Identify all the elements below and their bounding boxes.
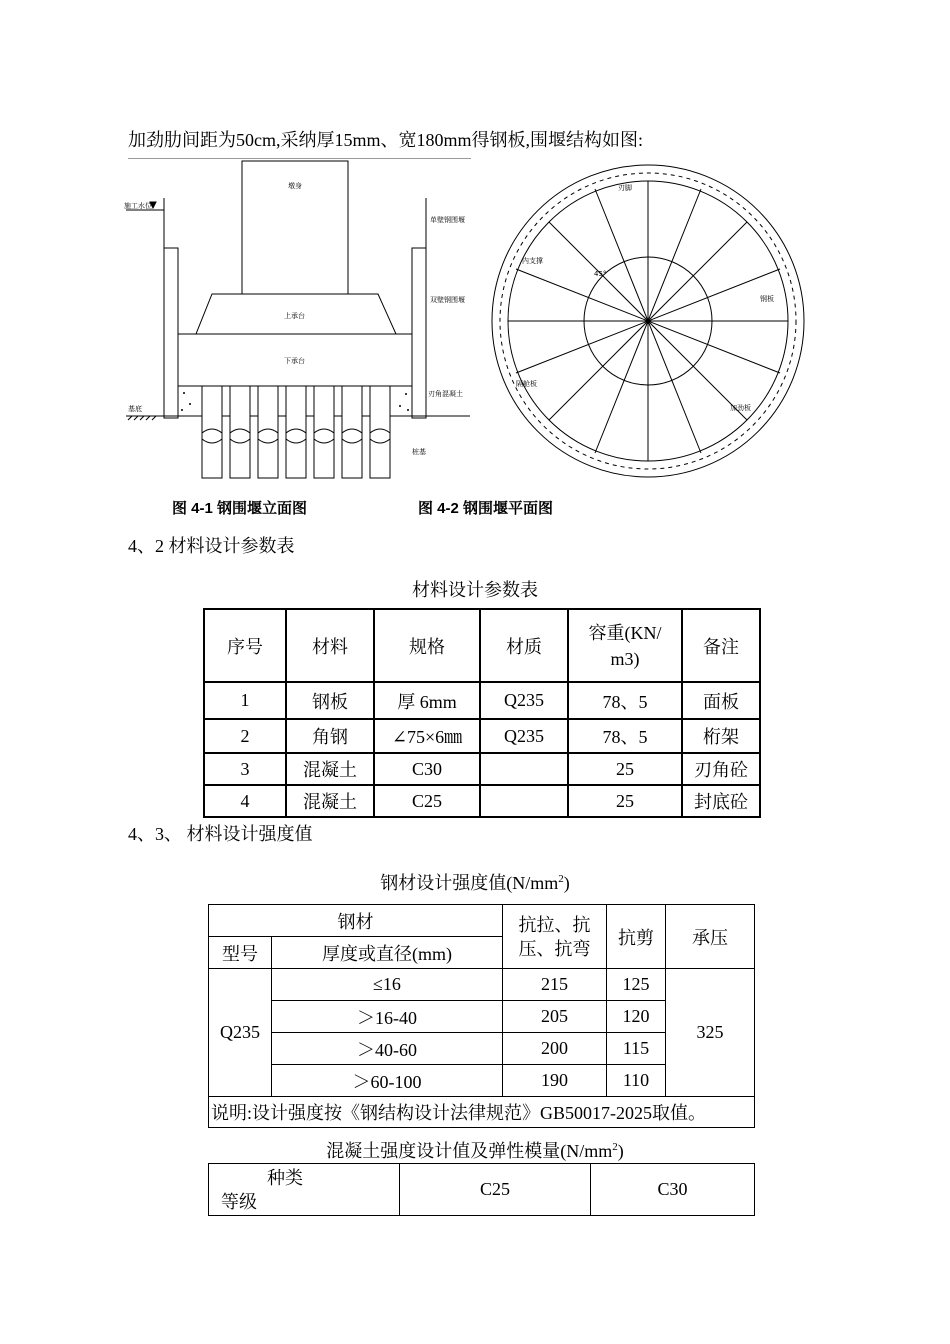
table-row	[204, 785, 760, 817]
cell: 面板	[682, 682, 760, 719]
cell: 刃角砼	[682, 753, 760, 785]
cell: 215	[503, 969, 607, 1001]
cell: ＞16-40	[272, 1001, 503, 1033]
cell: 25	[568, 753, 682, 785]
label-water: 施工水位	[124, 202, 152, 210]
model-header: 型号	[209, 937, 272, 969]
label-bulkhead: 隔舱板	[516, 380, 537, 388]
thickness-header: 厚度或直径(mm)	[272, 937, 503, 969]
table3-title	[0, 1137, 950, 1163]
shear-header: 抗剪	[607, 905, 666, 969]
tension-line2: 压、抗弯	[518, 938, 591, 959]
kind-label: 种类	[267, 1167, 303, 1188]
cell: ≤16	[272, 969, 503, 1001]
section-heading-4-3: 4、3、 材料设计强度值	[128, 824, 313, 844]
table-header-row	[204, 609, 760, 682]
tension-line1: 抗拉、抗	[518, 914, 591, 935]
label-blade-plan: 刃脚	[618, 184, 632, 192]
table-row	[204, 719, 760, 753]
material-params-table	[203, 608, 761, 818]
label-pier: 墩身	[288, 182, 302, 190]
header-cell: 备注	[682, 609, 760, 682]
cell: 混凝土	[286, 785, 374, 817]
cell: 3	[204, 753, 286, 785]
cell: Q235	[480, 719, 568, 753]
pier-shape	[242, 161, 348, 294]
cell: 205	[503, 1001, 607, 1033]
cell: 120	[607, 1001, 666, 1033]
label-double-wall: 双壁钢围堰	[430, 296, 465, 304]
tension-header	[503, 905, 607, 969]
label-single-wall: 单壁钢围堰	[430, 216, 465, 224]
label-lower-cap: 下承台	[284, 357, 305, 365]
header-weight-line2: m3)	[610, 648, 640, 669]
cell: Q235	[480, 682, 568, 719]
cell: 110	[607, 1065, 666, 1097]
cell: 190	[503, 1065, 607, 1097]
section-heading-4-2: 4、2 材料设计参数表	[128, 536, 295, 556]
table-row	[209, 969, 755, 1001]
kind-level-cell	[209, 1164, 400, 1216]
grade-cell: Q235	[209, 969, 272, 1097]
header-cell: 规格	[374, 609, 480, 682]
cell: ∠75×6㎜	[374, 719, 480, 753]
table2-title-end: )	[563, 873, 570, 893]
cell: 厚 6mm	[374, 682, 480, 719]
cell: 2	[204, 719, 286, 753]
cell: 角钢	[286, 719, 374, 753]
label-blade: 刃角混凝土	[428, 390, 463, 398]
label-stiffener: 加劲板	[730, 404, 751, 412]
table1-title: 材料设计参数表	[412, 580, 538, 600]
header-cell: 序号	[204, 609, 286, 682]
cell: 封底砼	[682, 785, 760, 817]
label-plate: 钢板	[760, 295, 774, 303]
cell	[480, 785, 568, 817]
caption-fig1: 图 4-1 钢围堰立面图	[172, 500, 308, 517]
bearing-value-cell: 325	[666, 969, 755, 1097]
cell: 125	[607, 969, 666, 1001]
table-row	[204, 753, 760, 785]
cell	[480, 753, 568, 785]
label-piles: 桩基	[412, 448, 426, 456]
cell: 钢板	[286, 682, 374, 719]
cofferdam-elevation-figure	[120, 158, 480, 488]
left-wall	[164, 248, 178, 418]
label-angle: 45°	[594, 270, 607, 278]
cell: C25	[374, 785, 480, 817]
table2-title-text: 钢材设计强度值(N/mm	[380, 873, 559, 893]
steel-header: 钢材	[209, 905, 503, 937]
cell: 25	[568, 785, 682, 817]
cell: 4	[204, 785, 286, 817]
cofferdam-plan-figure	[490, 158, 806, 484]
table2-note: 说明:设计强度按《钢结构设计法律规范》GB50017-2025取值。	[209, 1097, 755, 1128]
caption-fig2: 图 4-2 钢围堰平面图	[418, 500, 554, 517]
table2-title-sup: 2	[558, 873, 564, 885]
label-support: 内支撑	[522, 257, 543, 265]
table2-title	[0, 869, 950, 895]
table3-title-sup: 2	[612, 1141, 618, 1153]
cell: 桁架	[682, 719, 760, 753]
table3-title-end: )	[617, 1141, 624, 1161]
header-cell: 材质	[480, 609, 568, 682]
level-label: 等级	[221, 1191, 257, 1212]
right-wall	[412, 248, 426, 418]
cell: 78、5	[568, 719, 682, 753]
cell: 200	[503, 1033, 607, 1065]
cell: ＞40-60	[272, 1033, 503, 1065]
c25-header: C25	[400, 1164, 591, 1216]
label-upper-cap: 上承台	[284, 312, 305, 320]
steel-strength-table	[208, 904, 755, 1128]
table3-title-text: 混凝土强度设计值及弹性模量(N/mm	[326, 1141, 613, 1161]
header-cell-weight	[568, 609, 682, 682]
concrete-strength-table	[208, 1163, 755, 1216]
cell: 115	[607, 1033, 666, 1065]
bearing-header: 承压	[666, 905, 755, 969]
cell: ＞60-100	[272, 1065, 503, 1097]
c30-header: C30	[591, 1164, 755, 1216]
header-weight-line1: 容重(KN/	[588, 622, 662, 643]
intro-text: 加劲肋间距为50cm,采纳厚15mm、宽180mm得钢板,围堰结构如图:	[128, 130, 643, 150]
cell: 1	[204, 682, 286, 719]
header-cell: 材料	[286, 609, 374, 682]
cell: C30	[374, 753, 480, 785]
cell: 混凝土	[286, 753, 374, 785]
table-row	[204, 682, 760, 719]
cell: 78、5	[568, 682, 682, 719]
label-base: 基底	[128, 405, 142, 413]
